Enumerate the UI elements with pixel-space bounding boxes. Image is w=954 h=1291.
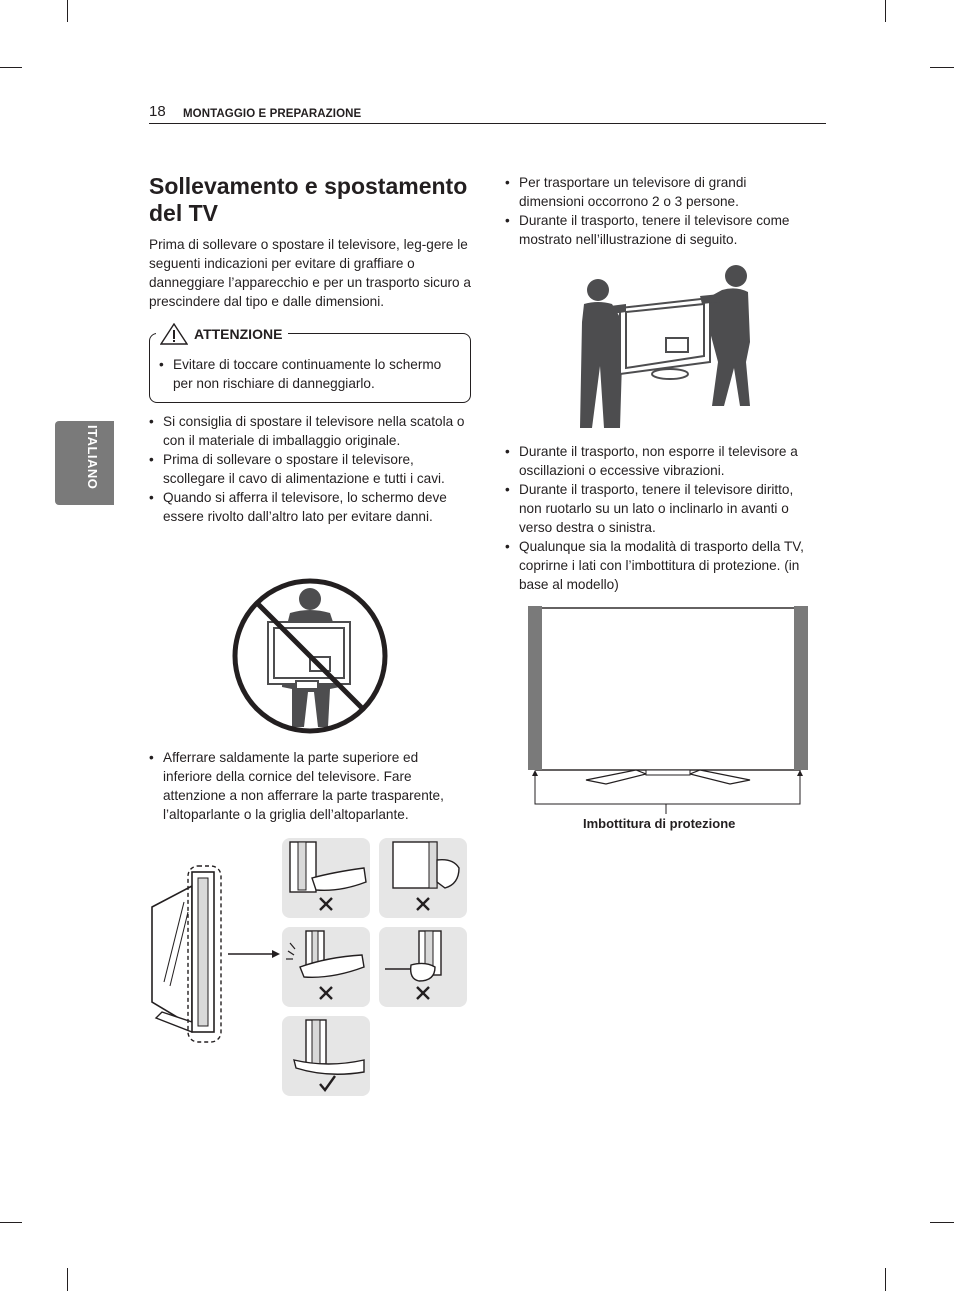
padding-label: Imbottitura di protezione bbox=[583, 816, 736, 831]
intro-paragraph: Prima di sollevare o spostare il televisore, leg-gere le seguenti indicazioni per evitare di graffiare o danneggiare l’apparecchio e per un trasporto sicuro a prescindere dal tipo e dalle dimensioni. bbox=[149, 237, 471, 309]
crop-mark bbox=[930, 1222, 954, 1223]
cross-mark-icon bbox=[320, 987, 332, 999]
list-item: • Prima di sollevare o spostare il televisore, scollegare il cavo di alimentazione e tutti i cavi. bbox=[149, 450, 469, 488]
tv-screen bbox=[536, 608, 800, 770]
left-list bbox=[149, 412, 469, 526]
page-title: Sollevamento e spostamento del TV bbox=[149, 173, 468, 226]
grip-panel bbox=[379, 838, 467, 918]
right-list-2 bbox=[505, 442, 817, 594]
check-mark-icon bbox=[320, 1076, 335, 1090]
cross-mark-icon bbox=[417, 898, 429, 910]
list-item: • Qualunque sia la modalità di trasporto della TV, coprirne i lati con l’imbottitura di protezione. (in base al modello) bbox=[505, 537, 817, 594]
list-item: • Durante il trasporto, non esporre il televisore a oscillazioni o eccessive vibrazioni. bbox=[505, 442, 817, 480]
cross-mark-icon bbox=[417, 987, 429, 999]
page-header bbox=[149, 103, 826, 124]
padding-left bbox=[528, 606, 542, 770]
cross-mark-icon bbox=[320, 898, 332, 910]
crop-mark bbox=[0, 67, 22, 68]
crop-mark bbox=[0, 1222, 22, 1223]
right-list-1 bbox=[505, 173, 815, 249]
crop-mark bbox=[885, 1268, 886, 1291]
protective-padding-figure bbox=[526, 604, 810, 814]
list-item: • Evitare di toccare continuamente lo schermo per non rischiare di danneggiarlo. bbox=[159, 355, 459, 393]
crop-mark bbox=[930, 67, 954, 68]
list-item: • Afferrare saldamente la parte superiore ed inferiore della cornice del televisore. Fare attenzione a non afferrare la parte trasparente, l’altoparlante o la griglia dell’altoparlante. bbox=[149, 748, 469, 824]
two-person-carry-figure bbox=[580, 262, 752, 430]
grip-panel bbox=[379, 927, 467, 1007]
caution-header bbox=[156, 323, 288, 345]
grip-panel bbox=[282, 927, 370, 1007]
padding-right bbox=[794, 606, 808, 770]
crop-mark bbox=[885, 0, 886, 22]
page-number: 18 bbox=[149, 103, 166, 120]
crop-mark bbox=[67, 1268, 68, 1291]
caution-list bbox=[159, 355, 459, 393]
list-item: • Per trasportare un televisore di grandi dimensioni occorrono 2 o 3 persone. bbox=[505, 173, 815, 211]
prohibited-lifting-figure bbox=[230, 577, 390, 735]
list-item: • Durante il trasporto, tenere il televisore come mostrato nell’illustrazione di seguito. bbox=[505, 211, 815, 249]
language-tab bbox=[55, 421, 114, 505]
caution-label: ATTENZIONE bbox=[194, 326, 283, 342]
left-list-2 bbox=[149, 748, 469, 824]
language-label: ITALIANO bbox=[85, 425, 100, 490]
list-item: • Quando si afferra il televisore, lo schermo deve essere rivolto dall’altro lato per evitare danni. bbox=[149, 488, 469, 526]
grip-panel bbox=[282, 1016, 370, 1096]
section-title: MONTAGGIO E PREPARAZIONE bbox=[183, 108, 362, 120]
list-item: • Durante il trasporto, tenere il televisore diritto, non ruotarlo su un lato o inclinarlo in avanti o verso destra o sinistra. bbox=[505, 480, 817, 537]
crop-mark bbox=[67, 0, 68, 22]
grip-panel bbox=[282, 838, 370, 918]
tv-side-view-figure bbox=[148, 862, 282, 1046]
caution-box bbox=[149, 326, 471, 403]
list-item: • Si consiglia di spostare il televisore nella scatola o con il materiale di imballaggio originale. bbox=[149, 412, 469, 450]
warning-triangle-icon bbox=[160, 323, 188, 345]
